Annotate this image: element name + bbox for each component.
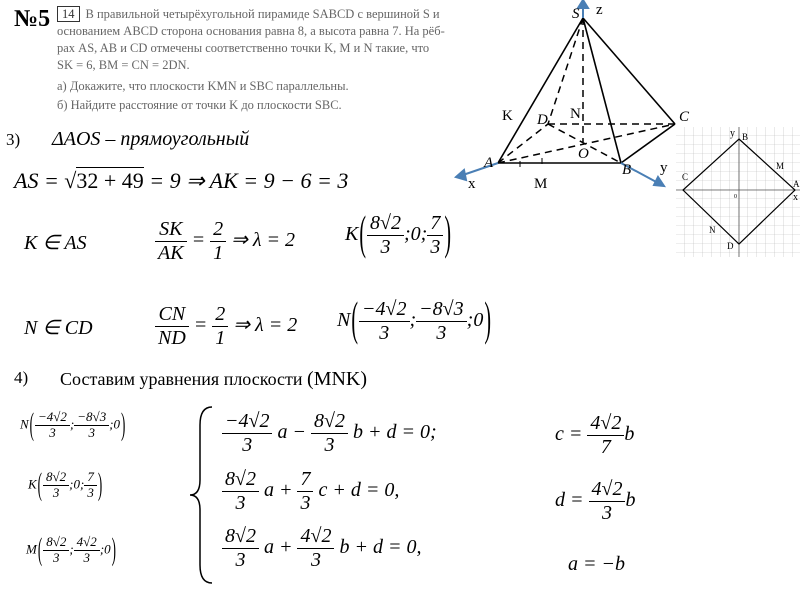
frac-den: 3 <box>88 424 95 440</box>
point-name: M <box>26 541 37 557</box>
frac-den: AK <box>158 242 184 264</box>
label-D: D <box>537 112 548 128</box>
frac-num: 4√2 <box>589 478 626 502</box>
frac-num: −8√3 <box>416 298 466 322</box>
point-K: K( $\frac{8√2}{3}$ ;0; $\frac{7}{3}$ ) <box>28 466 103 503</box>
separator: ;0; <box>404 223 428 246</box>
frac-den: 3 <box>49 424 56 440</box>
frac-den: 3 <box>324 434 335 456</box>
equation-1 <box>222 410 437 457</box>
frac-num: 4√2 <box>74 535 100 551</box>
part-b: б) Найдите расстояние от точки K до плоскости SBC. <box>57 98 342 112</box>
point-M: M( $\frac{8√2}{3}$ ; $\frac{4√2}{3}$ ;0) <box>26 531 116 568</box>
frac-num: 8√2 <box>311 410 348 434</box>
frac-den: 3 <box>300 492 311 514</box>
as-calculation: AS = √32 + 49 = 9 ⇒ AK = 9 − 6 = 3 <box>14 168 349 193</box>
frac-den: 1 <box>213 242 224 264</box>
k-coordinates: K( $\frac{8√2}{3}$ ;0; $\frac{7}{3}$ ) <box>345 207 451 261</box>
lambda-result: ⇒ λ = 2 <box>231 229 295 252</box>
frac-num: 7 <box>84 470 97 486</box>
result-d <box>555 478 635 525</box>
frac-den: 3 <box>430 236 441 258</box>
frac-num: 8√2 <box>43 470 69 486</box>
label-S: S <box>572 6 580 22</box>
k-in-as: K ∈ AS <box>24 232 87 254</box>
eq-term: b + d = 0; <box>352 421 437 444</box>
frac-den: 3 <box>235 492 246 514</box>
frac-den: 3 <box>87 484 94 500</box>
frac-num: −4√2 <box>222 410 272 434</box>
problem-line: В правильной четырёхугольной пирамиде SABCD с вершиной S и <box>85 7 440 21</box>
frac-den: 3 <box>310 549 321 571</box>
problem-line: основанием ABCD сторона основания равна 8, а высота равна 7. На рёб- <box>57 24 445 38</box>
n-coordinates: N( $\frac{-4√2}{3}$ ; $\frac{-8√3}{3}$ ;0) <box>337 293 491 347</box>
grid-label-A: A <box>793 179 800 189</box>
k-ratio: $\frac{SK}{AK}$ = $\frac{2}{1}$ ⇒ λ = 2 <box>155 218 295 265</box>
frac-num: 8√2 <box>222 468 259 492</box>
eq-term: a + <box>263 479 293 502</box>
point-N: N( $\frac{-4√2}{3}$ ; $\frac{-8√3}{3}$ ;0) <box>20 406 126 443</box>
point-name: N <box>20 416 29 432</box>
frac-num: 4√2 <box>587 412 624 436</box>
lambda-result: ⇒ λ = 2 <box>233 314 298 337</box>
eq-term: a − <box>277 421 306 444</box>
label-A: A <box>484 155 494 171</box>
frac-den: 3 <box>601 502 612 524</box>
frac-num: −4√2 <box>35 410 70 426</box>
point-name: N <box>337 309 351 332</box>
eq-term: d = <box>555 489 584 512</box>
frac-den: 3 <box>242 434 253 456</box>
frac-den: 3 <box>379 322 390 344</box>
label-z: z <box>596 2 603 18</box>
frac-num: 7 <box>427 212 443 236</box>
eq-term: b <box>625 489 636 512</box>
as-radicand: 32 + 49 <box>76 168 144 193</box>
eq-term: c = <box>555 423 583 446</box>
separator: ;0 <box>99 541 111 557</box>
point-name: K <box>345 223 359 246</box>
frac-den: 1 <box>215 327 226 349</box>
frac-num: 4√2 <box>297 525 334 549</box>
eq-term: b <box>624 423 635 446</box>
problem-number: №5 <box>14 6 51 32</box>
frac-num: −4√2 <box>359 298 409 322</box>
frac-den: 3 <box>83 549 90 565</box>
frac-num: 8√2 <box>43 535 69 551</box>
task-number-box: 14 <box>57 6 80 22</box>
frac-den: 3 <box>235 549 246 571</box>
frac-den: 3 <box>52 484 60 500</box>
grid-label-M: M <box>776 161 785 171</box>
frac-num: CN <box>155 303 189 327</box>
label-B: B <box>622 162 632 178</box>
system-brace <box>188 405 218 585</box>
frac-num: 2 <box>210 218 226 242</box>
frac-num: 8√2 <box>222 525 259 549</box>
as-lhs: AS = <box>14 168 65 193</box>
plane-name: (MNK) <box>307 368 368 390</box>
step4-heading <box>60 368 367 391</box>
frac-num: SK <box>155 218 187 242</box>
frac-num: −8√3 <box>74 410 109 426</box>
label-y: y <box>660 160 668 176</box>
equation-2 <box>222 468 399 515</box>
problem-line: SK = 6, BM = CN = 2DN. <box>57 58 190 72</box>
grid-label-B: B <box>742 132 749 142</box>
frac-den: 7 <box>600 436 611 458</box>
eq-term: a + <box>263 536 293 559</box>
label-O: O <box>578 146 589 162</box>
part-a: а) Докажите, что плоскости KMN и SBC параллельны. <box>57 79 349 93</box>
grid-label-N: N <box>709 225 716 235</box>
grid-label-x: x <box>793 192 798 203</box>
frac-num: 8√2 <box>367 212 404 236</box>
problem-text <box>57 6 445 114</box>
problem-line: рах AS, AB и CD отмечены соответственно точки K, M и N такие, что <box>57 41 430 55</box>
eq-term: c + d = 0, <box>318 479 400 502</box>
n-in-cd: N ∈ CD <box>24 317 93 339</box>
frac-den: ND <box>158 327 186 349</box>
result-a: a = −b <box>568 553 625 575</box>
result-c <box>555 412 634 459</box>
frac-den: 3 <box>53 549 60 565</box>
base-grid-figure <box>676 127 800 257</box>
separator: ;0; <box>69 476 85 492</box>
grid-label-y: y <box>730 128 735 139</box>
grid-label-D: D <box>727 241 734 251</box>
equation-3 <box>222 525 421 572</box>
label-x: x <box>468 176 476 192</box>
frac-num: 2 <box>212 303 228 327</box>
step3-label: 3) <box>6 130 21 149</box>
frac-num: 7 <box>297 468 313 492</box>
point-name: K <box>28 476 37 492</box>
frac-den: 3 <box>380 236 391 258</box>
grid-label-C: C <box>682 172 689 182</box>
label-K: K <box>502 108 513 124</box>
grid-label-origin: 0 <box>734 194 737 200</box>
label-N: N <box>570 106 581 122</box>
label-C: C <box>679 109 690 125</box>
eq-term: b + d = 0, <box>339 536 422 559</box>
label-M: M <box>534 176 548 192</box>
frac-den: 3 <box>436 322 447 344</box>
separator: ;0 <box>466 309 484 332</box>
as-rhs: = 9 ⇒ AK = 9 − 6 = 3 <box>143 168 349 193</box>
separator: ; <box>409 309 417 332</box>
n-ratio: $\frac{CN}{ND}$ = $\frac{2}{1}$ ⇒ λ = 2 <box>155 303 297 350</box>
step4-text: Составим уравнения плоскости <box>60 369 308 389</box>
step3-title: ΔAOS – прямоугольный <box>52 128 250 150</box>
separator: ;0 <box>109 416 121 432</box>
step4-label: 4) <box>14 368 29 387</box>
